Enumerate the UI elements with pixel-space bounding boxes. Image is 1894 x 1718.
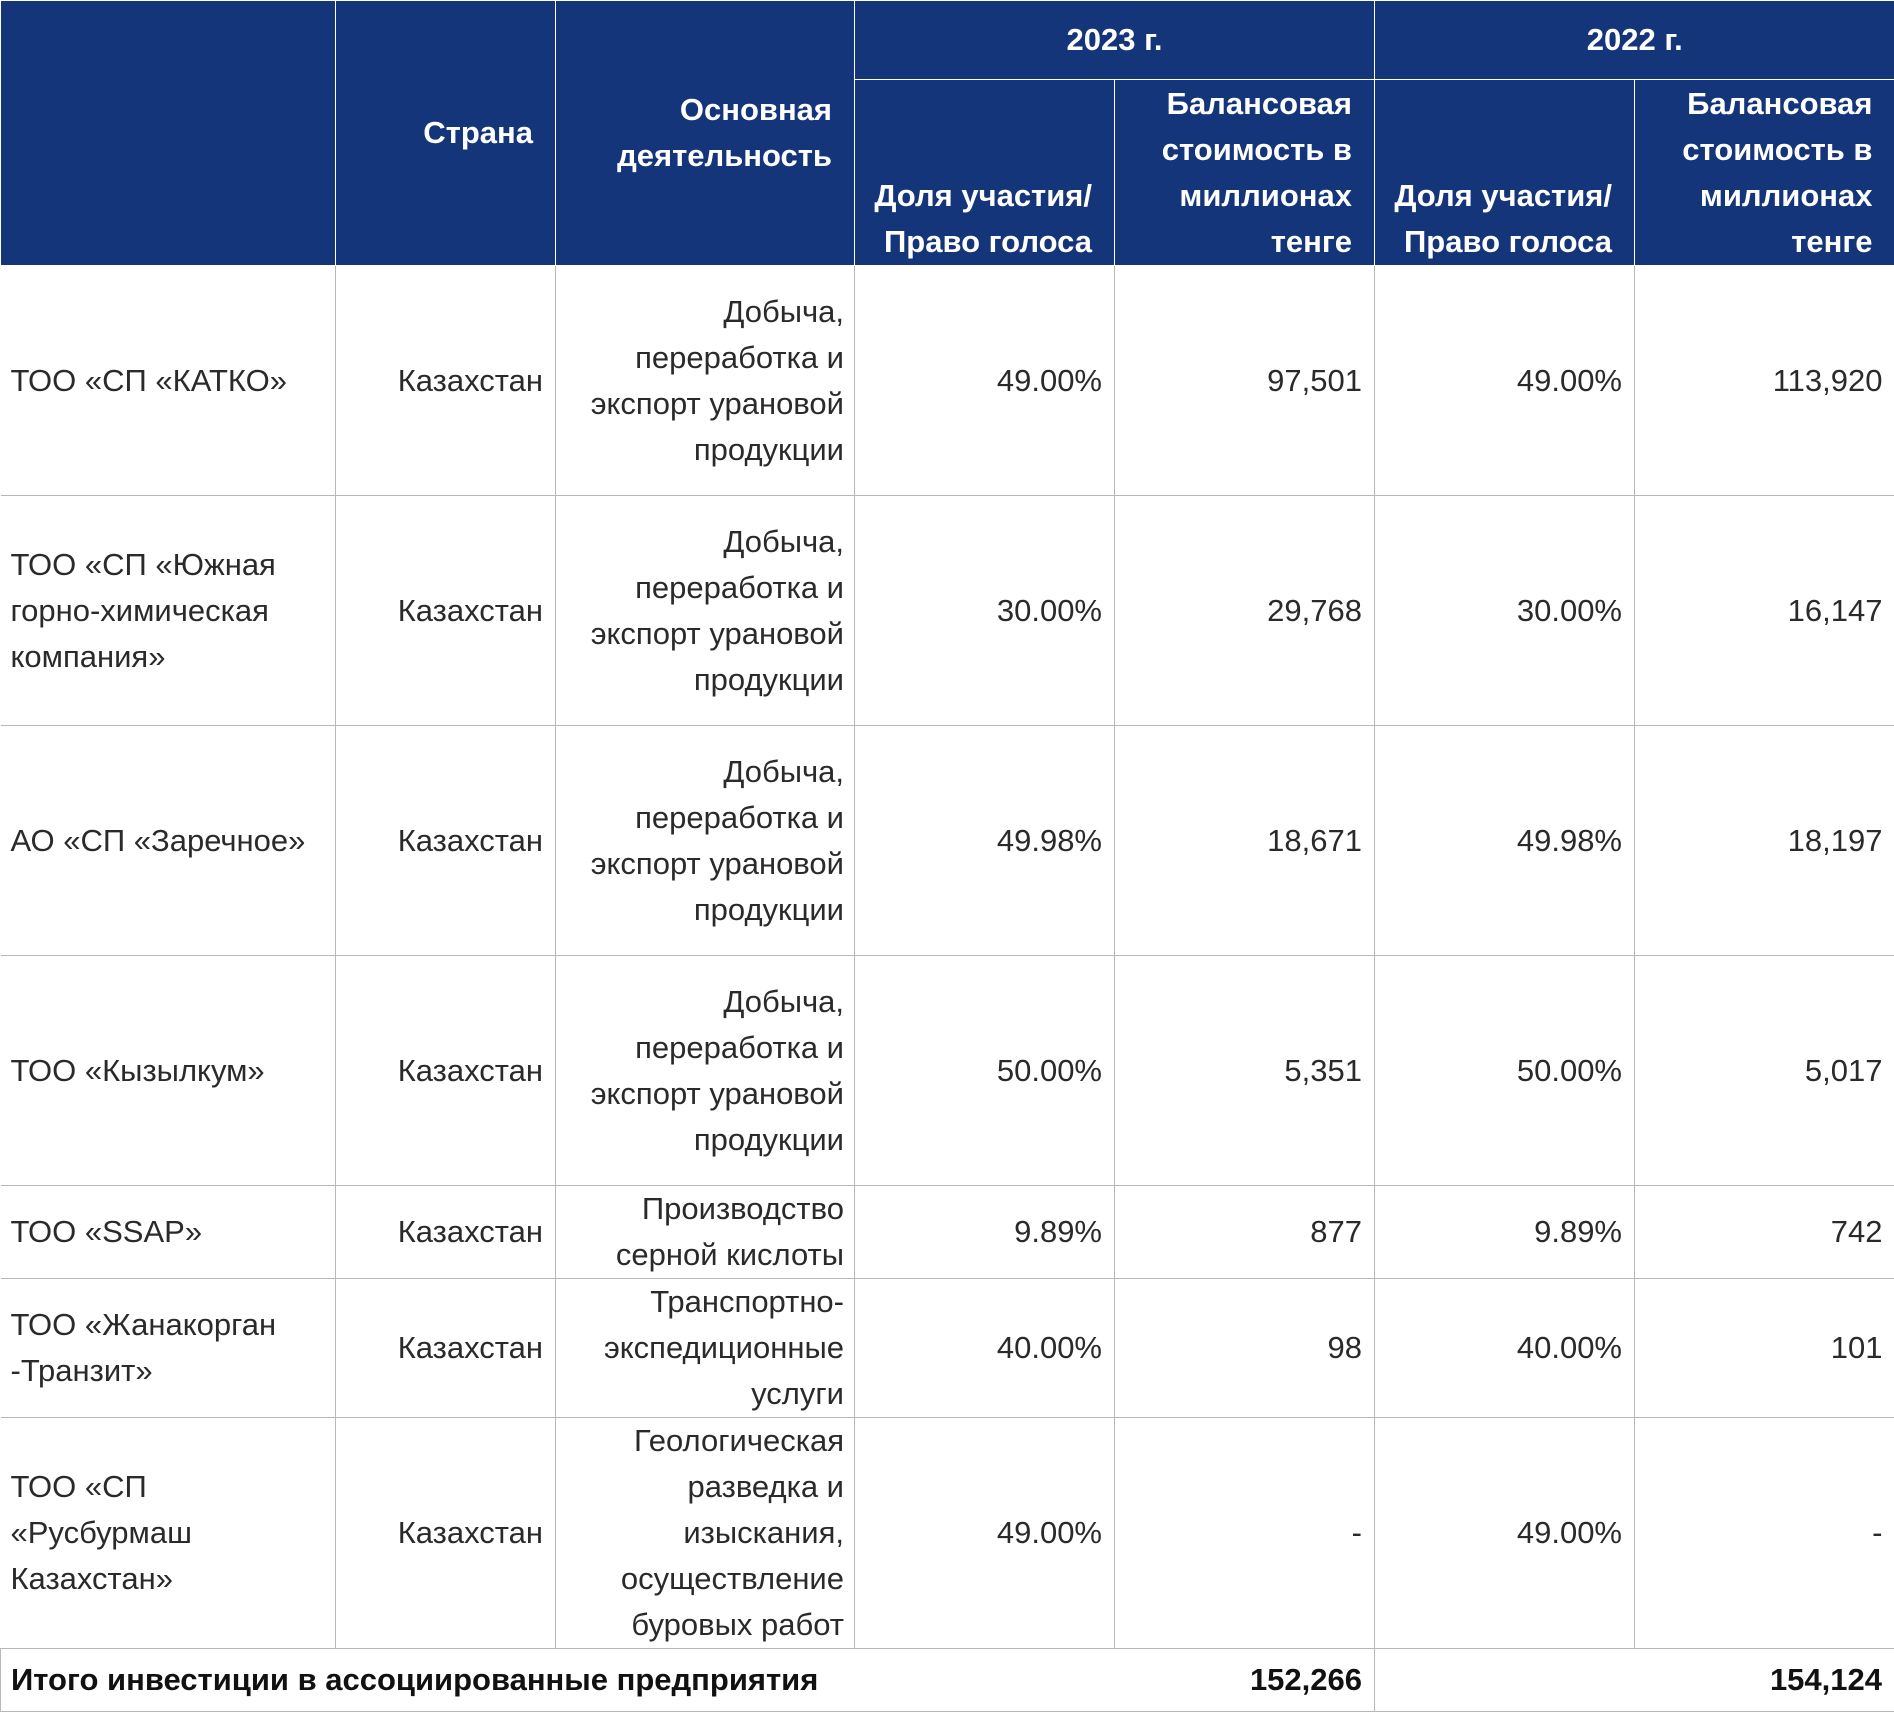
header-activity: Основная деятельность <box>556 1 855 266</box>
share-2022: 49.00% <box>1375 1418 1635 1649</box>
share-2022: 40.00% <box>1375 1279 1635 1418</box>
company-activity: Геологическая разведка и изыскания, осуществление буровых работ <box>556 1418 855 1649</box>
company-name: ТОО «СП «Русбурмаш Казахстан» <box>1 1418 336 1649</box>
company-activity: Добыча, переработка и экспорт урановой продукции <box>556 266 855 496</box>
balance-2023: 5,351 <box>1115 956 1375 1186</box>
company-activity: Транспортно-экспедиционные услуги <box>556 1279 855 1418</box>
share-2023: 30.00% <box>855 496 1115 726</box>
company-name: ТОО «SSAP» <box>1 1186 336 1279</box>
header-balance-2022: Балансовая стоимость в миллионах тенге <box>1635 80 1894 266</box>
share-2022: 30.00% <box>1375 496 1635 726</box>
company-name: ТОО «Жанакорган -Транзит» <box>1 1279 336 1418</box>
company-activity: Производство серной кислоты <box>556 1186 855 1279</box>
table-header <box>1 1 1894 266</box>
header-share-2023: Доля участия/ Право голоса <box>855 80 1115 266</box>
company-country: Казахстан <box>336 1418 556 1649</box>
table-row <box>1 1279 1894 1418</box>
total-share-2022-blank <box>1375 1649 1635 1712</box>
company-country: Казахстан <box>336 1186 556 1279</box>
share-2023: 49.00% <box>855 1418 1115 1649</box>
company-name: ТОО «СП «Южная горно-химическая компания» <box>1 496 336 726</box>
table-row <box>1 1186 1894 1279</box>
header-year-2023: 2023 г. <box>855 1 1375 80</box>
balance-2023: 29,768 <box>1115 496 1375 726</box>
share-2023: 50.00% <box>855 956 1115 1186</box>
share-2022: 50.00% <box>1375 956 1635 1186</box>
share-2023: 49.00% <box>855 266 1115 496</box>
header-country: Страна <box>336 1 556 266</box>
balance-2022: - <box>1635 1418 1894 1649</box>
balance-2023: 98 <box>1115 1279 1375 1418</box>
total-balance-2022: 154,124 <box>1635 1649 1894 1712</box>
share-2022: 49.98% <box>1375 726 1635 956</box>
header-share-2022: Доля участия/ Право голоса <box>1375 80 1635 266</box>
company-name: АО «СП «Заречное» <box>1 726 336 956</box>
total-label: Итого инвестиции в ассоциированные предприятия <box>1 1649 1115 1712</box>
table-row <box>1 1418 1894 1649</box>
header-company-blank <box>1 1 336 266</box>
company-name: ТОО «Кызылкум» <box>1 956 336 1186</box>
header-year-2022: 2022 г. <box>1375 1 1894 80</box>
balance-2023: - <box>1115 1418 1375 1649</box>
company-activity: Добыча, переработка и экспорт урановой продукции <box>556 496 855 726</box>
balance-2023: 97,501 <box>1115 266 1375 496</box>
share-2022: 9.89% <box>1375 1186 1635 1279</box>
company-country: Казахстан <box>336 726 556 956</box>
balance-2022: 113,920 <box>1635 266 1894 496</box>
balance-2022: 742 <box>1635 1186 1894 1279</box>
table-body <box>1 266 1894 1712</box>
company-activity: Добыча, переработка и экспорт урановой продукции <box>556 956 855 1186</box>
balance-2023: 18,671 <box>1115 726 1375 956</box>
table-row <box>1 266 1894 496</box>
balance-2022: 16,147 <box>1635 496 1894 726</box>
header-balance-2023: Балансовая стоимость в миллионах тенге <box>1115 80 1375 266</box>
balance-2022: 5,017 <box>1635 956 1894 1186</box>
table-row <box>1 956 1894 1186</box>
balance-2022: 101 <box>1635 1279 1894 1418</box>
company-country: Казахстан <box>336 266 556 496</box>
share-2023: 49.98% <box>855 726 1115 956</box>
total-row <box>1 1649 1894 1712</box>
share-2023: 9.89% <box>855 1186 1115 1279</box>
total-balance-2023: 152,266 <box>1115 1649 1375 1712</box>
company-country: Казахстан <box>336 956 556 1186</box>
share-2023: 40.00% <box>855 1279 1115 1418</box>
company-activity: Добыча, переработка и экспорт урановой продукции <box>556 726 855 956</box>
company-name: ТОО «СП «КАТКО» <box>1 266 336 496</box>
table-row <box>1 496 1894 726</box>
balance-2023: 877 <box>1115 1186 1375 1279</box>
share-2022: 49.00% <box>1375 266 1635 496</box>
balance-2022: 18,197 <box>1635 726 1894 956</box>
company-country: Казахстан <box>336 496 556 726</box>
table-row <box>1 726 1894 956</box>
company-country: Казахстан <box>336 1279 556 1418</box>
